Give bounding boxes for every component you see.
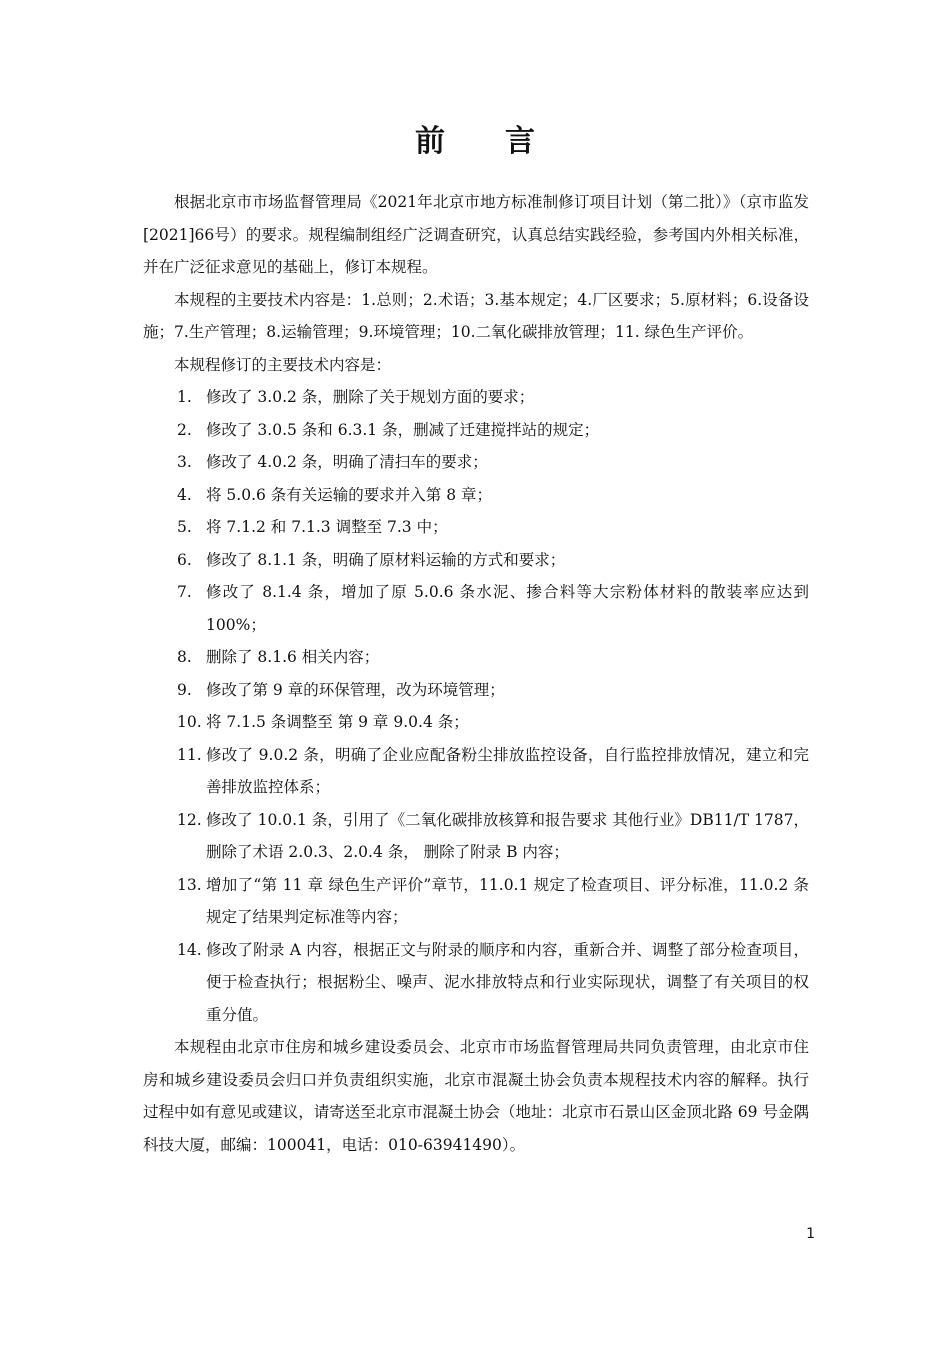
intro-paragraph-3: 本规程修订的主要技术内容是： xyxy=(174,355,392,374)
intro-paragraph-2: 本规程的主要技术内容是：1.总则；2.术语；3.基本规定；4.厂区要求；5.原材料；6.设备设施；7.生产管理；8.运输管理；9.环境管理；10.二氧化碳排放管理；11. 绿色生产评价。 xyxy=(143,290,809,341)
list-item xyxy=(143,381,809,414)
list-item-text: 将 7.1.2 和 7.1.3 调整至 7.3 中； xyxy=(206,518,448,536)
preface-body xyxy=(143,186,809,1161)
list-item-text: 增加了“第 11 章 绿色生产评价”章节，11.0.1 规定了检查项目、评分标准，11.0.2 条规定了结果判定标准等内容； xyxy=(206,875,809,926)
list-item-text: 删除了 8.1.6 相关内容； xyxy=(206,648,380,666)
list-item xyxy=(143,641,809,674)
list-item-text: 修改了 9.0.2 条，明确了企业应配备粉尘排放监控设备，自行监控排放情况，建立和完善排放监控体系； xyxy=(206,745,809,796)
closing-paragraph: 本规程由北京市住房和城乡建设委员会、北京市市场监督管理局共同负责管理，由北京市住房和城乡建设委员会归口并负责组织实施，北京市混凝土协会负责本规程技术内容的解释。执行过程中如有意见或建议，请寄送至北京市混凝土协会（地址：北京市石景山区金顶北路 69 号金隅科技大厦，邮编：100041，电话：010-63941490）。 xyxy=(143,1038,809,1154)
list-item-text: 修改了 4.0.2 条，明确了清扫车的要求； xyxy=(206,453,488,471)
list-item-text: 修改了 8.1.1 条，明确了原材料运输的方式和要求； xyxy=(206,550,566,569)
list-item-text: 修改了 10.0.1 条，引用了《二氧化碳排放核算和报告要求 其他行业》DB11/T 1787，删除了术语 2.0.3、2.0.4 条， 删除了附录 B 内容； xyxy=(206,810,809,861)
list-item-text: 修改了 3.0.2 条，删除了关于规划方面的要求； xyxy=(206,388,535,406)
list-item xyxy=(143,706,809,739)
title-char-2: 言 xyxy=(505,124,535,159)
list-item-number: 4. xyxy=(177,485,192,504)
list-item xyxy=(143,674,809,707)
list-item-text: 将 7.1.5 条调整至 第 9 章 9.0.4 条； xyxy=(206,713,469,731)
page-title xyxy=(0,118,950,166)
list-item xyxy=(143,414,809,447)
list-item-text: 修改了 3.0.5 条和 6.3.1 条，删减了迁建搅拌站的规定； xyxy=(206,420,600,439)
list-item-number: 6. xyxy=(177,550,192,569)
intro-paragraph-1: 根据北京市市场监督管理局《2021年北京市地方标准制修订项目计划（第二批）》（京市监发[2021]66号）的要求。规程编制组经广泛调查研究，认真总结实践经验，参考国内外相关标准，并在广泛征求意见的基础上，修订本规程。 xyxy=(143,193,809,276)
title-char-1: 前 xyxy=(415,124,445,159)
list-item-text: 修改了 8.1.4 条，增加了原 5.0.6 条水泥、掺合料等大宗粉体材料的散装率应达到100%； xyxy=(206,583,809,634)
list-item-text: 修改了附录 A 内容，根据正文与附录的顺序和内容，重新合并、调整了部分检查项目，便于检查执行；根据粉尘、噪声、泥水排放特点和行业实际现状，调整了有关项目的权重分值。 xyxy=(206,940,809,1024)
list-item xyxy=(143,479,809,512)
list-item xyxy=(143,869,809,934)
list-item-number: 1. xyxy=(177,388,192,406)
list-item xyxy=(143,934,809,1032)
list-item-number: 13. xyxy=(177,875,202,894)
list-item-number: 7. xyxy=(177,583,192,601)
list-item-number: 8. xyxy=(177,648,192,666)
list-item-number: 3. xyxy=(177,453,192,471)
list-item-number: 10. xyxy=(177,713,202,731)
list-item xyxy=(143,804,809,869)
list-item-number: 9. xyxy=(177,680,192,699)
list-item xyxy=(143,544,809,577)
list-item-number: 5. xyxy=(177,518,192,536)
list-item-text: 修改了第 9 章的环保管理，改为环境管理； xyxy=(206,680,505,699)
list-item-number: 14. xyxy=(177,940,202,959)
list-item xyxy=(143,511,809,544)
revision-list xyxy=(143,381,809,1031)
list-item-number: 11. xyxy=(177,745,202,764)
list-item xyxy=(143,576,809,641)
list-item-text: 将 5.0.6 条有关运输的要求并入第 8 章； xyxy=(206,485,493,504)
list-item xyxy=(143,446,809,479)
page-number: 1 xyxy=(806,1226,815,1242)
list-item-number: 12. xyxy=(177,810,202,829)
list-item-number: 2. xyxy=(177,420,192,439)
list-item xyxy=(143,739,809,804)
